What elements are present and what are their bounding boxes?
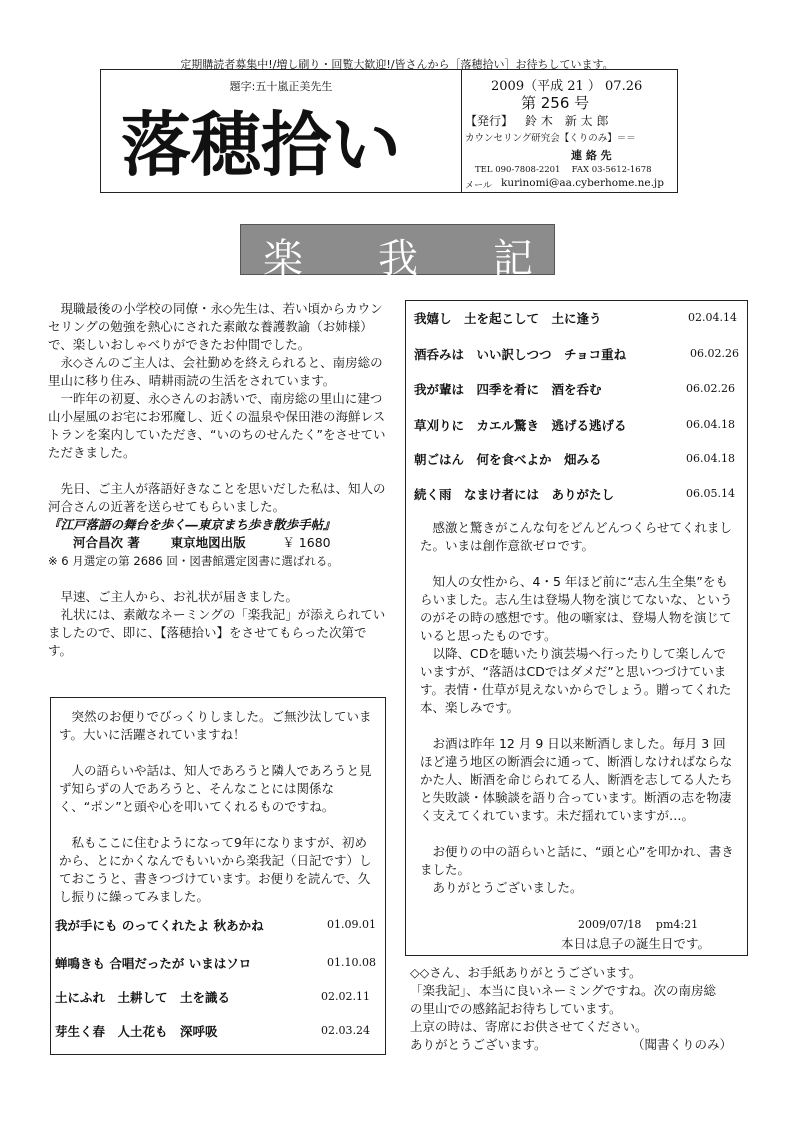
title-char-2: 我: [378, 236, 418, 282]
book-price: ￥ 1680: [282, 535, 331, 550]
letter-haiku-3: 土にふれ 土耕して 土を識る: [55, 990, 231, 1005]
masthead-info: [461, 70, 677, 192]
right-letter-box: [405, 300, 748, 956]
left-paragraph-6: 礼状には、素敵なネーミングの「楽我記」が添えられていましたので、即に、【落穂拾い】をさせてもらった次第です。: [48, 607, 386, 658]
right-paragraph-4: お酒は昨年 12 月 9 日以来断酒しました。毎月 3 回ほど違う地区の断酒会に通って、断酒しなければならなかた人、断酒を命じられてる人、断酒を志してる人たちと失敗談・体験談を語り合っています。断酒の志を物凄く支えてくれています。未だ揺れていますが…。: [420, 736, 733, 823]
letter-haiku-2-date: 01.10.08: [327, 956, 376, 969]
right-paragraph-6: ありがとうございました。: [432, 880, 583, 895]
issue-number: 第 256 号: [521, 94, 590, 112]
left-paragraph-5: 早速、ご主人から、お礼状が届きました。: [60, 589, 299, 604]
calligraphy-credit: 題字:五十嵐正美先生: [229, 80, 333, 93]
brand-logo: [115, 95, 455, 185]
right-haiku-3-date: 06.02.26: [686, 382, 735, 395]
header-tagline: 定期購読者募集中!/増し刷り・回覧大歓迎!/皆さんから［落穂拾い］お待ちしています。: [180, 58, 614, 71]
reply-line-1: ◇◇さん、お手紙ありがとうございます。: [410, 965, 642, 980]
left-paragraph-1: 現職最後の小学校の同僚・永◇先生は、若い頃からカウンセリングの勉強を熱心にされた素敵な養護教諭（お姉様）で、楽しいおしゃべりができたお仲間でした。: [48, 301, 383, 352]
reply-line-4: 上京の時は、寄席にお供させてください。: [410, 1019, 648, 1034]
reply-line-3: の里山での感銘記お待ちしています。: [410, 1001, 622, 1016]
article-title-box: [240, 224, 555, 282]
contact-label: 連 絡 先: [571, 149, 612, 162]
letter-haiku-4-date: 02.03.24: [321, 1024, 370, 1037]
book-info: [48, 534, 388, 552]
title-char-3: 記: [493, 236, 533, 282]
letter-haiku-2: 蝉鳴きも 合唱だったが いまはソロ: [55, 956, 252, 971]
right-haiku-4-date: 06.04.18: [686, 418, 735, 431]
book-author: 河合昌次 著: [73, 535, 140, 550]
letter-haiku-1-date: 01.09.01: [327, 918, 376, 931]
right-haiku-1-date: 02.04.14: [688, 311, 737, 324]
letter-paragraph-1: 突然のお便りでびっくりしました。ご無沙汰しています。大いに活躍されていますね！: [59, 709, 372, 742]
reply-signature: （聞書くりのみ）: [632, 1037, 733, 1052]
reply-line-2: 「楽我記」、本当に良いネーミングですね。次の南房総: [410, 983, 717, 998]
letter-paragraph-3: 私もここに住むようになって9年になりますが、初めから、とにかくなんでもいいから楽我記（日記です）しておこうと、書きつづけています。お便りを読んで、久し振りに繰ってみました。: [59, 835, 372, 904]
letter-paragraph-2: 人の語らいや話は、知人であろうと隣人であろうと見ず知らずの人であろうと、そんなことには関係なく、“ポン”と頭や心を叩いてくれるものですね。: [59, 763, 372, 814]
issue-date: 2009（平成 21 ） 07.26: [491, 79, 643, 94]
right-haiku-6-date: 06.05.14: [686, 487, 735, 500]
masthead: [100, 69, 678, 193]
reply-section: [410, 964, 750, 1054]
title-char-1: 楽: [263, 236, 303, 282]
right-haiku-5-date: 06.04.18: [686, 452, 735, 465]
letter-haiku-4: 芽生く春 人土花も 深呼吸: [55, 1024, 218, 1039]
book-publisher: 東京地図出版: [170, 535, 246, 550]
organization: カウンセリング研究会【くりのみ】＝＝: [465, 133, 636, 144]
right-paragraph-2: 知人の女性から、4・5 年ほど前に“志ん生全集”をもらいました。志ん生は登場人物を演じてないな、というのがその時の感想です。他の噺家は、登場人物を演じていると思ったものです。: [420, 574, 733, 643]
right-haiku-4: 草刈りに カエル驚き 逃げる逃げる: [414, 418, 627, 433]
right-paragraph-3: 以降、CDを聴いたり演芸場へ行ったりして楽しんでいますが、“落語はCDではダメだ”と思いつづけています。表情・仕草が見えないからでしょう。贈ってくれた本、楽しみです。: [420, 646, 732, 715]
right-haiku-2-date: 06.02.26: [690, 347, 739, 360]
letter-box: [50, 697, 386, 1055]
right-haiku-6: 続く雨 なまけ者には ありがたし: [414, 487, 615, 502]
letter-haiku-1: 我が手にも のってくれたよ 秋あかね: [55, 918, 264, 933]
right-haiku-3: 我が輩は 四季を肴に 酒を呑む: [414, 382, 602, 397]
left-paragraph-4: 先日、ご主人が落語好きなことを思いだした私は、知人の河合さんの近著を送らせてもらいました。: [48, 481, 386, 514]
publisher-label: 【発行】: [465, 114, 514, 128]
sign-date: 2009/07/18 pm4:21: [578, 918, 699, 931]
book-note: ※ 6 月選定の第 2686 回・図書館選定図書に選ばれる。: [48, 554, 339, 568]
right-paragraph-1: 感激と驚きがこんな句をどんどんつくらせてくれました。いまは創作意欲ゼロです。: [420, 520, 732, 553]
left-paragraph-3: 一昨年の初夏、永◇さんのお誘いで、南房総の里山に建つ山小屋風のお宅にお邪魔し、近くの温泉や保田港の海鮮レストランを案内していただき、“いのちのせんたく”をさせていただきました。: [48, 391, 386, 460]
left-paragraph-2: 永◇さんのご主人は、会社勤めを終えられると、南房総の里山に移り住み、晴耕雨読の生活をされています。: [48, 355, 383, 388]
tel-fax: TEL 090-7808-2201 FAX 03-5612-1678: [475, 165, 652, 175]
right-paragraph-5: お便りの中の語らいと話に、“頭と心”を叩かれ、書きました。: [420, 844, 734, 877]
reply-line-5: ありがとうございます。: [410, 1037, 547, 1052]
right-haiku-1: 我嬉し 土を起こして 土に逢う: [414, 311, 602, 326]
masthead-brand-area: [101, 70, 462, 192]
right-haiku-5: 朝ごはん 何を食べよか 畑みる: [414, 452, 602, 467]
book-title: 『江戸落語の舞台を歩く―東京まち歩き散歩手帖』: [48, 517, 336, 532]
right-haiku-2: 酒呑みは いい訳しつつ チョコ重ね: [414, 347, 627, 362]
mail-label: メール: [465, 181, 492, 191]
brand-logo-text: 落穂拾い: [121, 103, 401, 185]
left-column: [48, 300, 388, 660]
sign-note: 本日は息子の誕生日です。: [561, 936, 711, 951]
publisher-name: 鈴 木 新 太 郎: [525, 114, 609, 128]
letter-haiku-3-date: 02.02.11: [321, 990, 370, 1003]
email-address: kurinomi@aa.cyberhome.ne.jp: [501, 177, 664, 189]
